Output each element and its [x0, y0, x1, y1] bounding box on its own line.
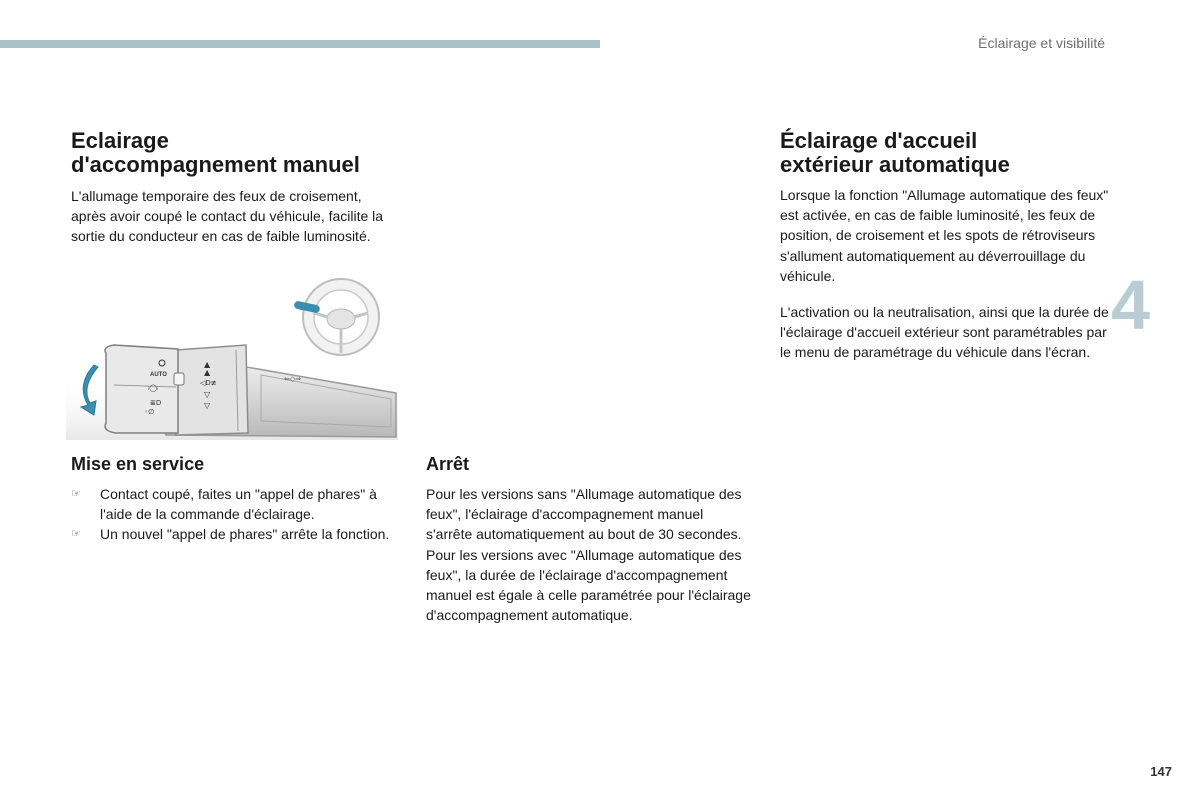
title-line-2: d'accompagnement manuel	[71, 152, 360, 177]
fog-down-arrow-icon-2: ▽	[204, 401, 211, 410]
list-item	[71, 484, 401, 524]
position-lights-icon: ᵢ◯ᵢ	[148, 384, 159, 392]
section-automatic-welcome-lighting	[780, 129, 1110, 363]
lighting-stalk-drawing	[66, 275, 398, 440]
section-activation	[71, 453, 401, 545]
section-manual-follow-me-lighting	[71, 129, 396, 247]
rear-fog-icon: ⇐◇⇒	[284, 375, 302, 383]
list-item	[71, 524, 401, 544]
intro-paragraph: L'allumage temporaire des feux de croisement, après avoir coupé le contact du véhicule, facilite la sortie du conducteur en cas de faible luminosité.	[71, 188, 384, 245]
pointing-hand-icon: ☞	[71, 488, 81, 500]
low-beam-icon: ≣D	[150, 399, 162, 407]
fog-up-arrow-icon: ▲	[204, 360, 211, 369]
list-item-text: Contact coupé, faites un "appel de phares" à l'aide de la commande d'éclairage.	[100, 486, 377, 523]
title-line-1: Éclairage d'accueil	[780, 128, 978, 153]
section-title: Mise en service	[71, 454, 205, 474]
lighting-stalk	[105, 345, 396, 437]
header-accent-bar	[0, 40, 600, 48]
list-item-text: Un nouvel "appel de phares" arrête la fonction.	[100, 526, 390, 543]
chapter-title: Éclairage et visibilité	[978, 35, 1105, 51]
light-indicator-icon: ◦∅	[144, 408, 155, 416]
fog-lamp-icon: ◁D≢	[200, 379, 217, 387]
section-stopping	[426, 453, 751, 625]
instruction-list	[71, 484, 401, 545]
page-number: 147	[1150, 764, 1172, 779]
fog-up-arrow-icon-2: ▲	[204, 368, 211, 377]
fog-down-arrow-icon: ▽	[204, 390, 211, 399]
stopping-paragraph-2: Pour les versions avec "Allumage automatique des feux", la durée de l'éclairage d'accompagnement manuel est égale à celle paramétrée pour l'éclairage d'accompagnement automatique.	[426, 546, 751, 624]
section-title	[780, 129, 1110, 177]
chapter-number: 4	[1111, 266, 1150, 344]
welcome-paragraph-2: L'activation ou la neutralisation, ainsi que la durée de l'éclairage d'accueil extérieur sont paramétrables par le menu de paramétrage du véhicule dans l'écran.	[780, 304, 1109, 361]
auto-label: AUTO	[150, 372, 167, 378]
section-title	[71, 129, 396, 177]
title-line-2: extérieur automatique	[780, 152, 1010, 177]
stopping-paragraph-1: Pour les versions sans "Allumage automatique des feux", l'éclairage d'accompagnement manuel s'arrête automatiquement au bout de 30 secondes.	[426, 486, 742, 543]
welcome-paragraph-1: Lorsque la fonction "Allumage automatique des feux" est activée, en cas de faible luminosité, les feux de position, de croisement et les spots de rétroviseurs s'allument automatiquement au déverrouillage du véhicule.	[780, 187, 1109, 284]
lighting-stalk-illustration	[66, 275, 398, 440]
title-line-1: Eclairage	[71, 128, 169, 153]
steering-wheel-icon	[293, 279, 379, 355]
section-title: Arrêt	[426, 454, 470, 474]
pointing-hand-icon: ☞	[71, 528, 81, 541]
